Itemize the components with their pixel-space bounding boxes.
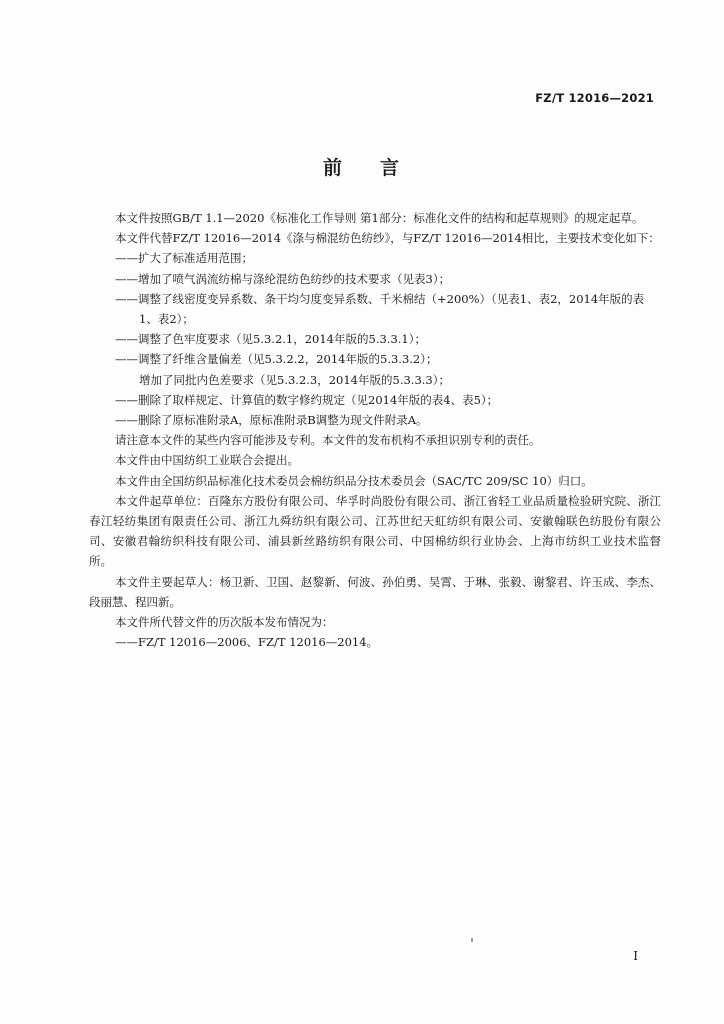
title-char-2: 言: [380, 157, 402, 179]
change-item: ——调整了线密度变异系数、条干均匀度变异系数、千米棉结（+200%）（见表1、表2，2014年版的表1、表2）；: [115, 291, 645, 327]
history-item: ——FZ/T 12016—2006、FZ/T 12016—2014。: [115, 635, 379, 650]
replacement-paragraph: 本文件代替FZ/T 12016—2014《涤与棉混纺色纺纱》，与FZ/T 12016—2014相比，主要技术变化如下：: [115, 231, 660, 246]
drafting-rule-paragraph: 本文件按照GB/T 1.1—2020《标准化工作导则 第1部分：标准化文件的结构和起草规则》的规定起草。: [115, 211, 644, 225]
standard-code: FZ/T 12016—2021: [535, 91, 654, 105]
committee-paragraph: 本文件由全国纺织品标准化技术委员会棉纺织品分技术委员会（SAC/TC 209/SC 10）归口。: [115, 473, 593, 488]
title-char-1: 前: [322, 157, 344, 179]
page-number: I: [633, 949, 638, 963]
drafting-units-paragraph: 本文件起草单位：百隆东方股份有限公司、华孚时尚股份有限公司、浙江省轻工业品质量检验研究院、浙江春江轻纺集团有限责任公司、浙江九舜纺织有限公司、江苏世纪天虹纺织有限公司、安徽翰联色纺股份有限公司、安徽君翰纺织科技有限公司、浦县新丝路纺织有限公司、中国棉纺织行业协会、上海市纺织工业技术监督所。: [89, 493, 661, 569]
change-item: ——调整了纤维含量偏差（见5.3.2.2，2014年版的5.3.3.2）；: [115, 352, 438, 367]
scan-speck: [471, 938, 473, 942]
change-item: ——删除了原标准附录A，原标准附录B调整为现文件附录A。: [115, 413, 428, 428]
change-item: ——增加了喷气涡流纺棉与涤纶混纺色纺纱的技术要求（见表3）；: [115, 271, 451, 286]
history-intro-paragraph: 本文件所代替文件的历次版本发布情况为：: [115, 615, 334, 630]
drafters-paragraph: 本文件主要起草人：杨卫新、卫国、赵黎新、何波、孙伯勇、吴霄、于琳、张毅、谢黎君、许玉成、李杰、段丽慧、程四新。: [89, 574, 661, 609]
change-item: ——调整了色牢度要求（见5.3.2.1，2014年版的5.3.3.1）；: [115, 332, 426, 347]
patent-notice-paragraph: 请注意本文件的某些内容可能涉及专利。本文件的发布机构不承担识别专利的责任。: [115, 433, 541, 448]
change-item: ——扩大了标准适用范围；: [115, 251, 253, 266]
proposer-paragraph: 本文件由中国纺织工业联合会提出。: [115, 453, 299, 468]
change-item: ——删除了取样规定、计算值的数字修约规定（见2014年版的表4、表5）；: [115, 392, 499, 407]
foreword-body: [89, 208, 661, 652]
page-title: [0, 153, 724, 180]
change-sub-item: 增加了同批内色差要求（见5.3.2.3，2014年版的5.3.3.3）；: [139, 372, 450, 387]
